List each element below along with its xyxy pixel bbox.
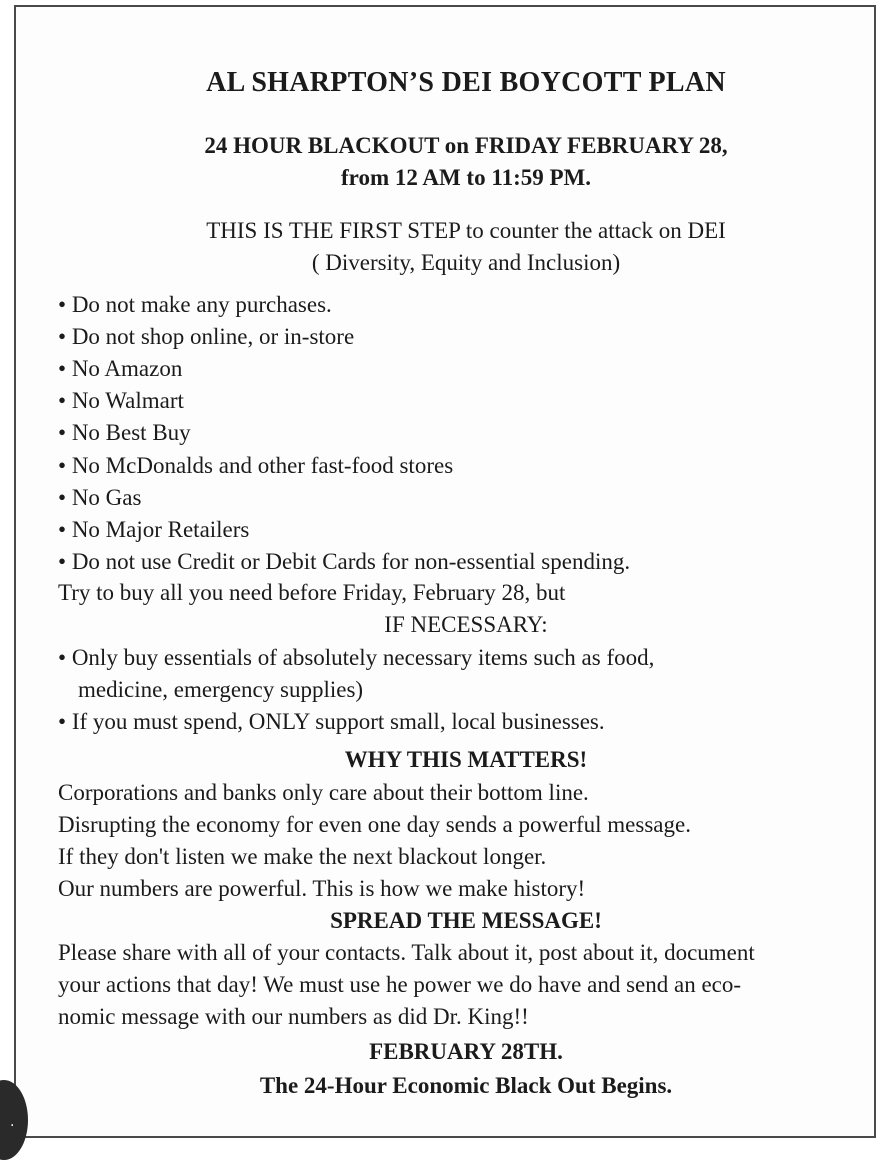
before-friday-line: Try to buy all you need before Friday, February 28, but [58, 580, 566, 605]
blackout-line-2: from 12 AM to 11:59 PM. [341, 165, 591, 190]
necessary-item-1: • Only buy essentials of absolutely necessary items such as food, [58, 645, 654, 671]
why-line: Disrupting the economy for even one day sends a powerful message. [58, 812, 691, 837]
spread-line: Please share with all of your contacts. Talk about it, post about it, document [58, 940, 755, 965]
closing-date: FEBRUARY 28TH. [369, 1039, 563, 1064]
intro-line-2: ( Diversity, Equity and Inclusion) [311, 250, 621, 275]
necessary-item-2: • If you must spend, ONLY support small, local businesses. [58, 709, 605, 735]
spread-line: nomic message with our numbers as did Dr. King!! [58, 1004, 529, 1029]
rule-item: • No Major Retailers [58, 517, 249, 543]
necessary-item-1-continued: medicine, emergency supplies) [78, 677, 364, 702]
why-line: If they don't listen we make the next blackout longer. [58, 844, 547, 869]
if-necessary-label: IF NECESSARY: [384, 612, 548, 637]
why-line: Corporations and banks only care about their bottom line. [58, 780, 589, 805]
rule-item: • No McDonalds and other fast-food stores [58, 453, 453, 479]
closing-tagline: The 24-Hour Economic Black Out Begins. [259, 1073, 673, 1098]
rule-item: • No Gas [58, 485, 141, 511]
blackout-line-1: 24 HOUR BLACKOUT on FRIDAY FEBRUARY 28, [204, 133, 728, 158]
rule-item: • No Walmart [58, 388, 184, 414]
rule-item: • Do not use Credit or Debit Cards for non-essential spending. [58, 549, 630, 575]
corner-dot-icon: · [10, 1118, 15, 1134]
intro-line-1: THIS IS THE FIRST STEP to counter the attack on DEI [206, 218, 726, 243]
flyer-frame [14, 5, 876, 1138]
spread-heading: SPREAD THE MESSAGE! [330, 908, 602, 933]
rule-item: • No Amazon [58, 356, 182, 382]
flyer-title: AL SHARPTON’S DEI BOYCOTT PLAN [206, 67, 726, 98]
why-heading: WHY THIS MATTERS! [344, 747, 588, 772]
rule-item: • No Best Buy [58, 420, 191, 446]
rule-item: • Do not make any purchases. [58, 292, 332, 318]
spread-line: your actions that day! We must use he power we do have and send an eco- [58, 972, 742, 997]
rule-item: • Do not shop online, or in-store [58, 324, 354, 350]
why-line: Our numbers are powerful. This is how we make history! [58, 876, 586, 901]
